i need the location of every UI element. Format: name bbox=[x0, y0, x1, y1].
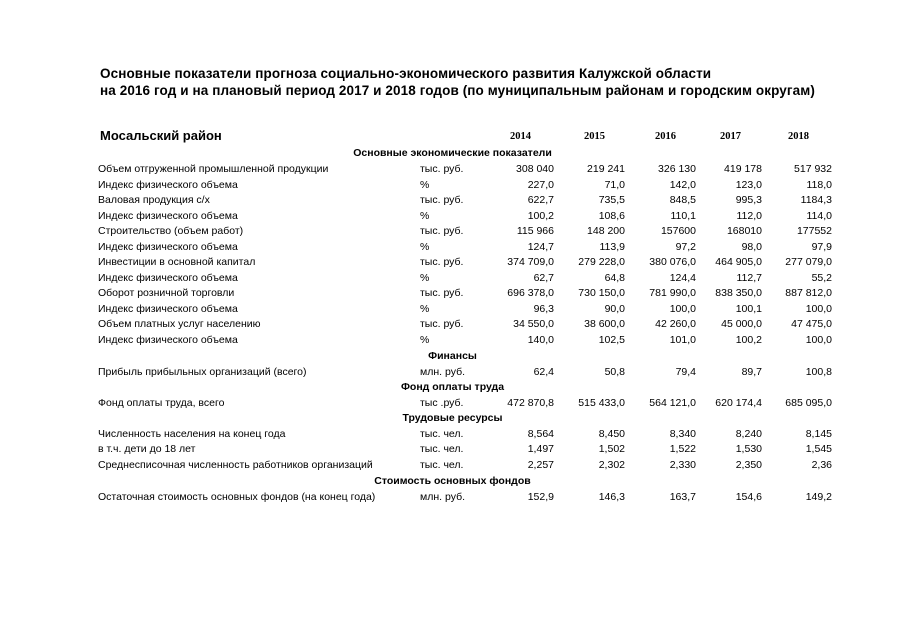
value-2015: 279 228,0 bbox=[578, 256, 625, 268]
row-unit: тыс. чел. bbox=[420, 459, 464, 471]
value-2016: 157600 bbox=[660, 225, 696, 237]
value-2015: 108,6 bbox=[598, 210, 625, 222]
value-2016: 848,5 bbox=[669, 194, 696, 206]
table-row bbox=[0, 397, 905, 413]
value-2018: 177552 bbox=[796, 225, 832, 237]
value-2015: 38 600,0 bbox=[584, 318, 625, 330]
value-2016: 110,1 bbox=[670, 210, 696, 222]
row-unit: тыс. руб. bbox=[420, 287, 464, 299]
row-unit: % bbox=[420, 303, 430, 315]
value-2014: 100,2 bbox=[527, 210, 554, 222]
value-2017: 1,530 bbox=[735, 443, 762, 455]
row-unit: тыс. чел. bbox=[420, 428, 464, 440]
value-2016: 380 076,0 bbox=[649, 256, 696, 268]
value-2015: 102,5 bbox=[598, 334, 625, 346]
table-row bbox=[0, 287, 905, 303]
value-2018: 1184,3 bbox=[800, 194, 832, 206]
year-header-2017: 2017 bbox=[720, 131, 741, 142]
table-row bbox=[0, 256, 905, 272]
value-2015: 64,8 bbox=[604, 272, 625, 284]
row-label: в т.ч. дети до 18 лет bbox=[98, 443, 196, 455]
value-2017: 98,0 bbox=[741, 241, 762, 253]
value-2018: 100,0 bbox=[805, 334, 832, 346]
value-2014: 34 550,0 bbox=[513, 318, 554, 330]
row-label: Объем отгруженной промышленной продукции bbox=[98, 163, 329, 175]
table-row bbox=[0, 443, 905, 459]
document-title-line-2: на 2016 год и на плановый период 2017 и 2018 годов (по муниципальным районам и городским округам) bbox=[100, 83, 815, 98]
value-2016: 8,340 bbox=[669, 428, 696, 440]
value-2015: 148 200 bbox=[587, 225, 625, 237]
value-2018: 118,0 bbox=[806, 179, 832, 191]
value-2014: 374 709,0 bbox=[507, 256, 554, 268]
value-2015: 735,5 bbox=[598, 194, 625, 206]
row-label: Валовая продукция с/х bbox=[98, 194, 210, 206]
value-2016: 1,522 bbox=[669, 443, 696, 455]
value-2017: 100,1 bbox=[735, 303, 762, 315]
table-row bbox=[0, 241, 905, 257]
row-label: Индекс физического объема bbox=[98, 272, 238, 284]
section-header: Трудовые ресурсы bbox=[402, 412, 503, 424]
value-2016: 100,0 bbox=[669, 303, 696, 315]
value-2016: 142,0 bbox=[669, 179, 696, 191]
value-2016: 326 130 bbox=[658, 163, 696, 175]
value-2015: 71,0 bbox=[604, 179, 625, 191]
row-unit: тыс. руб. bbox=[420, 256, 464, 268]
value-2017: 100,2 bbox=[735, 334, 762, 346]
row-label: Строительство (объем работ) bbox=[98, 225, 244, 237]
value-2016: 163,7 bbox=[669, 491, 696, 503]
row-unit: тыс. руб. bbox=[420, 225, 464, 237]
row-unit: тыс. руб. bbox=[420, 318, 464, 330]
section-header: Фонд оплаты труда bbox=[400, 381, 505, 393]
row-unit: тыс. чел. bbox=[420, 443, 464, 455]
row-unit: % bbox=[420, 241, 430, 253]
value-2015: 1,502 bbox=[598, 443, 625, 455]
value-2017: 154,6 bbox=[735, 491, 762, 503]
value-2014: 472 870,8 bbox=[507, 397, 554, 409]
value-2014: 8,564 bbox=[527, 428, 554, 440]
value-2015: 113,9 bbox=[599, 241, 625, 253]
row-unit: % bbox=[420, 272, 430, 284]
value-2015: 50,8 bbox=[604, 366, 625, 378]
value-2014: 96,3 bbox=[533, 303, 554, 315]
row-label: Индекс физического объема bbox=[98, 179, 238, 191]
row-label: Остаточная стоимость основных фондов (на конец года) bbox=[98, 491, 376, 503]
row-label: Фонд оплаты труда, всего bbox=[98, 397, 225, 409]
region-name: Мосальский район bbox=[100, 128, 222, 143]
value-2016: 781 990,0 bbox=[649, 287, 696, 299]
value-2018: 100,8 bbox=[805, 366, 832, 378]
year-header-2018: 2018 bbox=[788, 131, 809, 142]
table-row bbox=[0, 491, 905, 507]
value-2017: 45 000,0 bbox=[721, 318, 762, 330]
row-label: Объем платных услуг населению bbox=[98, 318, 261, 330]
value-2017: 464 905,0 bbox=[715, 256, 762, 268]
value-2017: 8,240 bbox=[735, 428, 762, 440]
value-2016: 2,330 bbox=[669, 459, 696, 471]
value-2014: 227,0 bbox=[527, 179, 554, 191]
value-2014: 696 378,0 bbox=[507, 287, 554, 299]
value-2018: 100,0 bbox=[805, 303, 832, 315]
value-2014: 152,9 bbox=[527, 491, 554, 503]
row-label: Численность населения на конец года bbox=[98, 428, 286, 440]
section-header: Стоимость основных фондов bbox=[374, 475, 531, 487]
value-2018: 8,145 bbox=[805, 428, 832, 440]
value-2017: 112,7 bbox=[736, 272, 762, 284]
value-2018: 517 932 bbox=[794, 163, 832, 175]
year-header-2015: 2015 bbox=[584, 131, 605, 142]
row-unit: % bbox=[420, 210, 430, 222]
table-row bbox=[0, 303, 905, 319]
value-2018: 685 095,0 bbox=[785, 397, 832, 409]
value-2018: 114,0 bbox=[806, 210, 832, 222]
table-row bbox=[0, 179, 905, 195]
table-row bbox=[0, 428, 905, 444]
row-unit: млн. руб. bbox=[420, 491, 465, 503]
value-2014: 62,4 bbox=[533, 366, 554, 378]
year-header-2014: 2014 bbox=[510, 131, 531, 142]
value-2017: 123,0 bbox=[735, 179, 762, 191]
value-2016: 564 121,0 bbox=[649, 397, 696, 409]
value-2015: 730 150,0 bbox=[578, 287, 625, 299]
table-row bbox=[0, 334, 905, 350]
row-label: Индекс физического объема bbox=[98, 210, 238, 222]
value-2014: 622,7 bbox=[527, 194, 554, 206]
row-label: Оборот розничной торговли bbox=[98, 287, 235, 299]
table-row bbox=[0, 318, 905, 334]
table-row bbox=[0, 210, 905, 226]
value-2016: 124,4 bbox=[669, 272, 696, 284]
value-2018: 887 812,0 bbox=[785, 287, 832, 299]
value-2015: 219 241 bbox=[587, 163, 625, 175]
row-unit: млн. руб. bbox=[420, 366, 465, 378]
value-2018: 47 475,0 bbox=[791, 318, 832, 330]
table-row bbox=[0, 272, 905, 288]
value-2015: 90,0 bbox=[604, 303, 625, 315]
value-2015: 8,450 bbox=[598, 428, 625, 440]
row-unit: тыс .руб. bbox=[420, 397, 464, 409]
value-2018: 1,545 bbox=[805, 443, 832, 455]
value-2016: 101,0 bbox=[669, 334, 696, 346]
value-2014: 124,7 bbox=[527, 241, 554, 253]
row-unit: % bbox=[420, 179, 430, 191]
value-2017: 168010 bbox=[726, 225, 762, 237]
year-header-2016: 2016 bbox=[655, 131, 676, 142]
value-2017: 995,3 bbox=[735, 194, 762, 206]
value-2016: 79,4 bbox=[675, 366, 696, 378]
value-2014: 115 966 bbox=[516, 225, 554, 237]
row-unit: тыс. руб. bbox=[420, 194, 464, 206]
table-row bbox=[0, 366, 905, 382]
value-2014: 2,257 bbox=[527, 459, 554, 471]
document-title-line-1: Основные показатели прогноза социально-экономического развития Калужской области bbox=[100, 66, 712, 81]
table-row bbox=[0, 225, 905, 241]
row-unit: % bbox=[420, 334, 430, 346]
value-2014: 140,0 bbox=[527, 334, 554, 346]
table-row bbox=[0, 163, 905, 179]
value-2016: 97,2 bbox=[675, 241, 696, 253]
value-2017: 112,0 bbox=[736, 210, 762, 222]
value-2015: 2,302 bbox=[598, 459, 625, 471]
value-2018: 2,36 bbox=[811, 459, 832, 471]
value-2015: 515 433,0 bbox=[578, 397, 625, 409]
section-header: Основные экономические показатели bbox=[353, 147, 552, 159]
value-2017: 2,350 bbox=[735, 459, 762, 471]
row-label: Индекс физического объема bbox=[98, 303, 238, 315]
row-label: Индекс физического объема bbox=[98, 241, 238, 253]
row-label: Прибыль прибыльных организаций (всего) bbox=[98, 366, 307, 378]
value-2017: 89,7 bbox=[741, 366, 762, 378]
value-2017: 620 174,4 bbox=[715, 397, 762, 409]
table-row bbox=[0, 194, 905, 210]
value-2014: 1,497 bbox=[527, 443, 554, 455]
row-unit: тыс. руб. bbox=[420, 163, 464, 175]
value-2018: 97,9 bbox=[811, 241, 832, 253]
value-2017: 838 350,0 bbox=[715, 287, 762, 299]
value-2017: 419 178 bbox=[724, 163, 762, 175]
value-2018: 55,2 bbox=[811, 272, 832, 284]
row-label: Индекс физического объема bbox=[98, 334, 238, 346]
value-2016: 42 260,0 bbox=[655, 318, 696, 330]
row-label: Среднесписочная численность работников организаций bbox=[98, 459, 373, 471]
value-2018: 149,2 bbox=[805, 491, 832, 503]
value-2014: 308 040 bbox=[516, 163, 554, 175]
value-2014: 62,7 bbox=[533, 272, 554, 284]
value-2015: 146,3 bbox=[598, 491, 625, 503]
value-2018: 277 079,0 bbox=[785, 256, 832, 268]
section-header: Финансы bbox=[428, 350, 477, 362]
table-row bbox=[0, 459, 905, 475]
row-label: Инвестиции в основной капитал bbox=[98, 256, 256, 268]
